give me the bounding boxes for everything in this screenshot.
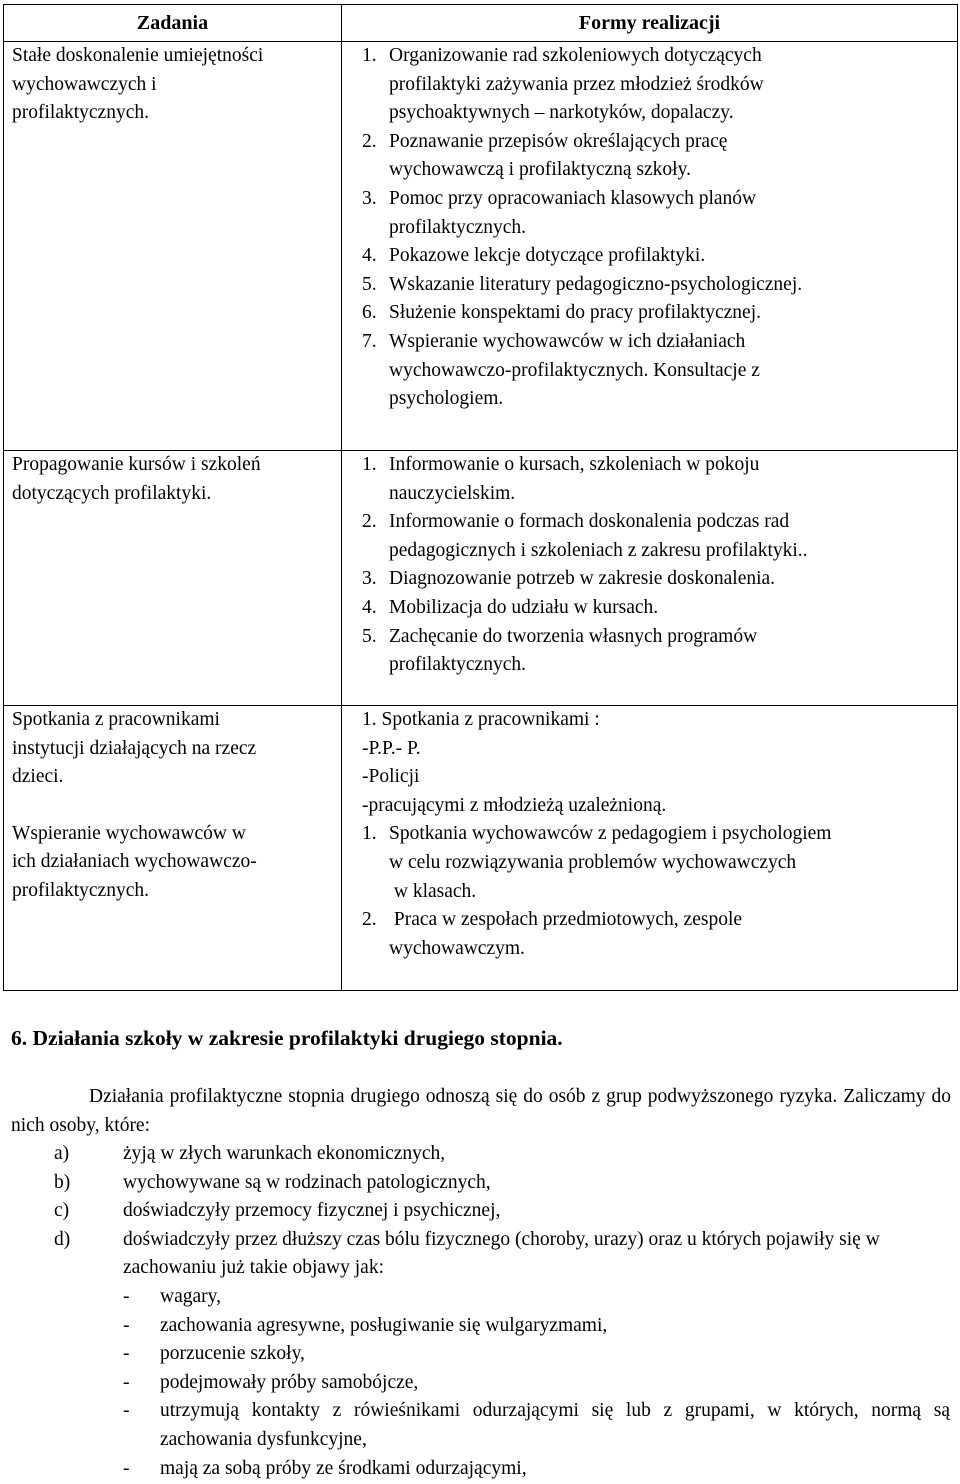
- list-item: c) doświadczyły przemocy fizycznej i psychicznej,: [54, 1200, 501, 1222]
- list-item: 1. Spotkania wychowawców z pedagogiem i psychologiem w celu rozwiązywania problemów wychowawczych w klasach.: [362, 823, 832, 902]
- symptom-item: - zachowania agresywne, posługiwanie się wulgaryzmami,: [123, 1314, 608, 1336]
- list-item: 4. Mobilizacja do udziału w kursach.: [362, 596, 659, 618]
- list-item: 1. Organizowanie rad szkoleniowych dotyczących profilaktyki zażywania przez młodzież środków psychoaktywnych – narkotyków, dopalaczy.: [362, 45, 764, 124]
- list-item: b) wychowywane są w rodzinach patologicznych,: [54, 1171, 491, 1193]
- task-line: ich działaniach wychowawczo-: [12, 851, 257, 873]
- section-heading: 6. Działania szkoły w zakresie profilaktyki drugiego stopnia.: [11, 1026, 563, 1050]
- list-item: 6. Służenie konspektami do pracy profilaktycznej.: [362, 302, 762, 324]
- symptom-item: - mają za sobą próby ze środkami odurzającymi,: [123, 1457, 527, 1479]
- risk-group-list: [45, 1140, 950, 1483]
- symptom-list: [123, 1283, 950, 1483]
- tasks-table: [3, 4, 958, 991]
- symptom-item: - wagary,: [123, 1285, 221, 1307]
- symptom-item: - utrzymują kontakty z rówieśnikami odurzającymi się lub z grupami, w których, normą są zachowania dysfunkcyjne,: [123, 1400, 950, 1450]
- section-paragraph: Działania profilaktyczne stopnia drugiego odnoszą się do osób z grup podwyższonego ryzyka. Zaliczamy do nich osoby, które:: [11, 1086, 951, 1136]
- task-line: dzieci.: [12, 766, 64, 788]
- list-item: 5. Zachęcanie do tworzenia własnych programów profilaktycznych.: [362, 625, 758, 676]
- task-line: profilaktycznych.: [12, 879, 149, 901]
- list-item: d) doświadczyły przez dłuższy czas bólu fizycznego (choroby, urazy) oraz u których pojawiły się w zachowaniu już takie objawy jak: - wagary, - zachowania agresywne, posługiwanie się wulgaryzmami, - porzucenie szkoły, - podejmowały próby samobójcze, - utrzymują kontakty z rówieśnikami odurzającymi się lub z grupami, w których, normą są zachowania dysfunkcyjne, - mają za sobą próby ze środkami odurzającymi,: [45, 1226, 950, 1483]
- list-item: 5. Wskazanie literatury pedagogiczno-psychologicznej.: [362, 273, 803, 295]
- list-item: 2. Poznawanie przepisów określających pracę wychowawczą i profilaktyczną szkoły.: [362, 130, 728, 181]
- table-row: [4, 451, 958, 706]
- list-item: 2. Informowanie o formach doskonalenia podczas rad pedagogicznych i szkoleniach z zakresu profilaktyki..: [362, 511, 808, 561]
- forms-cell: [342, 706, 958, 991]
- forms-list: [350, 451, 951, 680]
- forms-cell: [342, 42, 958, 451]
- task-cell: [4, 706, 342, 991]
- task-line: instytucji działających na rzecz: [12, 737, 257, 759]
- table-row: [4, 42, 958, 451]
- symptom-item: - porzucenie szkoły,: [123, 1343, 305, 1365]
- task-cell: [4, 451, 342, 706]
- table-row: [4, 706, 958, 991]
- task-line: Wspieranie wychowawców w: [12, 822, 246, 844]
- forms-list: [350, 820, 951, 963]
- task-line: profilaktycznych.: [12, 102, 149, 124]
- forms-cell: [342, 451, 958, 706]
- header-tasks: Zadania: [4, 5, 342, 42]
- task-cell: [4, 42, 342, 451]
- task-line: dotyczących profilaktyki.: [12, 482, 212, 504]
- list-item: 4. Pokazowe lekcje dotyczące profilaktyki.: [362, 245, 706, 267]
- meetings-block: 1. Spotkania z pracownikami : -P.P.- P. -Policji -pracującymi z młodzieżą uzależnioną.: [362, 709, 667, 816]
- list-item: 2. Praca w zespołach przedmiotowych, zespole wychowawczym.: [362, 909, 743, 959]
- task-line: wychowawczych i: [12, 73, 157, 95]
- forms-list: [350, 42, 951, 414]
- list-item: 1. Informowanie o kursach, szkoleniach w pokoju nauczycielskim.: [362, 454, 760, 504]
- symptom-item: - podejmowały próby samobójcze,: [123, 1371, 419, 1393]
- task-line: Stałe doskonalenie umiejętności: [12, 45, 264, 66]
- task-line: Spotkania z pracownikami: [12, 709, 220, 730]
- task-line: Propagowanie kursów i szkoleń: [12, 454, 261, 475]
- list-item: 3. Diagnozowanie potrzeb w zakresie doskonalenia.: [362, 568, 776, 590]
- list-item: 3. Pomoc przy opracowaniach klasowych planów profilaktycznych.: [362, 187, 757, 238]
- header-forms: Formy realizacji: [342, 5, 958, 42]
- list-item: 7. Wspieranie wychowawców w ich działaniach wychowawczo-profilaktycznych. Konsultacje z psychologiem.: [362, 330, 760, 410]
- list-item: a) żyją w złych warunkach ekonomicznych,: [54, 1143, 446, 1164]
